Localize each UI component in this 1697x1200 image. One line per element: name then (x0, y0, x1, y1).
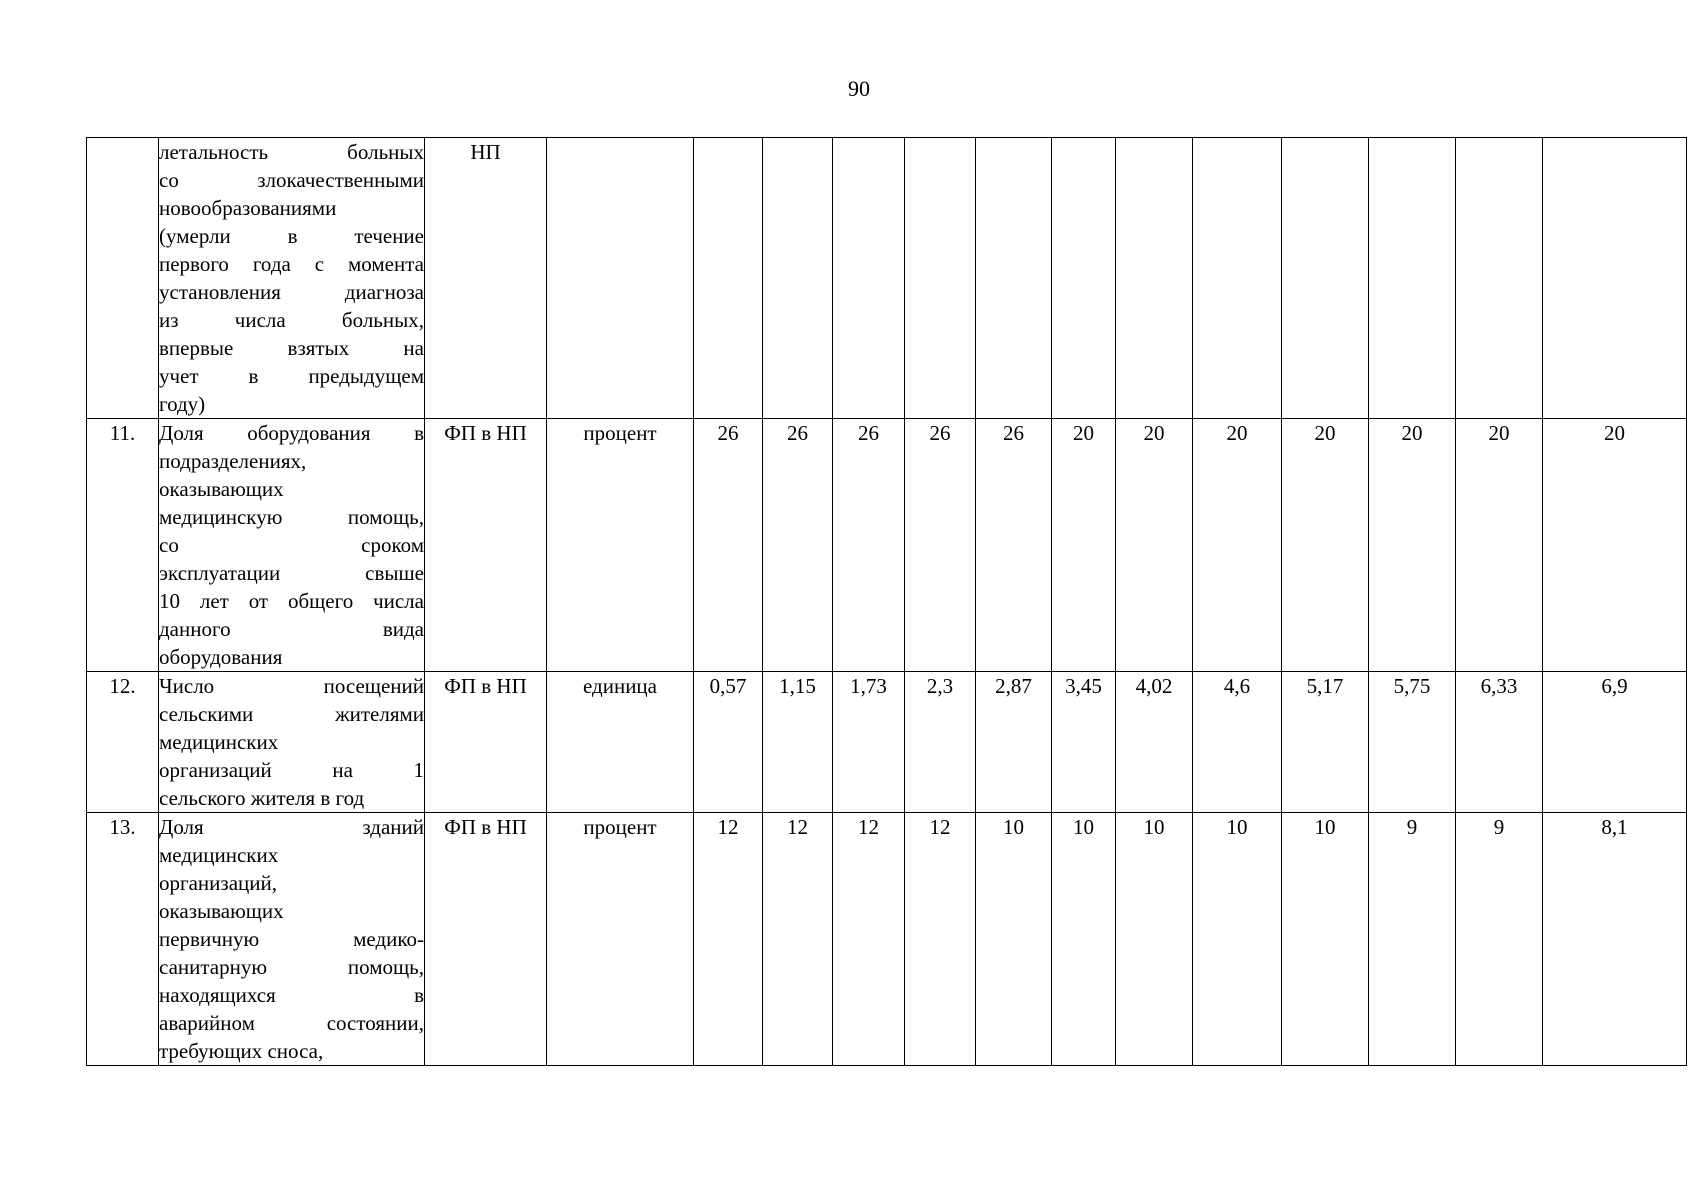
page-number: 90 (848, 76, 870, 101)
indicator-name-line: учет в предыдущем (159, 364, 424, 388)
table-row (87, 813, 1687, 1066)
unit-of-measure (547, 138, 694, 419)
value-cell (1193, 138, 1282, 419)
indicator-name-line: 10 лет от общего числа (159, 589, 424, 613)
value-cell: 1,15 (763, 672, 833, 813)
value-cell: 12 (763, 813, 833, 1066)
indicators-table (86, 137, 1687, 1066)
value-cell: 12 (905, 813, 976, 1066)
value-cell (763, 138, 833, 419)
indicator-name-line: Число посещений (159, 674, 424, 698)
indicator-name-line: году) (159, 392, 206, 416)
row-number: 11. (87, 419, 159, 672)
indicator-name-line: Доля зданий (159, 815, 424, 839)
indicator-name-line: организаций, (159, 871, 277, 895)
row-number: 13. (87, 813, 159, 1066)
unit-of-measure: единица (547, 672, 694, 813)
indicator-name (159, 672, 425, 813)
indicator-name-line: эксплуатации свыше (159, 561, 424, 585)
value-cell (1116, 138, 1193, 419)
value-cell: 10 (1193, 813, 1282, 1066)
indicator-source: ФП в НП (425, 813, 547, 1066)
indicator-name (159, 419, 425, 672)
value-cell: 12 (694, 813, 763, 1066)
indicator-name-line: данного вида (159, 617, 424, 641)
indicator-name-line: со злокачественными (159, 168, 424, 192)
indicator-name-line: подразделениях, (159, 449, 307, 473)
value-cell (976, 138, 1052, 419)
value-cell: 26 (694, 419, 763, 672)
value-cell: 10 (1116, 813, 1193, 1066)
value-cell: 20 (1456, 419, 1543, 672)
value-cell (905, 138, 976, 419)
indicator-name-line: оказывающих (159, 899, 284, 923)
value-cell: 0,57 (694, 672, 763, 813)
row-number: 12. (87, 672, 159, 813)
indicator-name-line: оказывающих (159, 477, 284, 501)
value-cell: 26 (905, 419, 976, 672)
indicator-name-line: оборудования (159, 645, 283, 669)
value-cell (1456, 138, 1543, 419)
indicator-name-line: сельскими жителями (159, 702, 424, 726)
value-cell: 6,33 (1456, 672, 1543, 813)
value-cell: 26 (763, 419, 833, 672)
indicator-name-line: установления диагноза (159, 280, 424, 304)
indicator-name-line: из числа больных, (159, 308, 424, 332)
value-cell: 4,02 (1116, 672, 1193, 813)
indicator-name-line: сельского жителя в год (159, 786, 365, 810)
indicator-source: ФП в НП (425, 672, 547, 813)
indicator-name-line: медицинских (159, 843, 279, 867)
table-row (87, 419, 1687, 672)
indicator-name-line: (умерли в течение (159, 224, 424, 248)
value-cell: 2,3 (905, 672, 976, 813)
value-cell: 20 (1193, 419, 1282, 672)
value-cell: 20 (1543, 419, 1687, 672)
indicator-name (159, 138, 425, 419)
value-cell (694, 138, 763, 419)
value-cell: 9 (1369, 813, 1456, 1066)
indicator-name (159, 813, 425, 1066)
value-cell: 2,87 (976, 672, 1052, 813)
indicator-name-line: организаций на 1 (159, 758, 424, 782)
value-cell: 1,73 (833, 672, 905, 813)
table-row (87, 672, 1687, 813)
indicator-name-line: первичную медико- (159, 927, 424, 951)
indicator-name-line: впервые взятых на (159, 336, 424, 360)
indicator-name-line: медицинских (159, 730, 279, 754)
value-cell: 20 (1369, 419, 1456, 672)
indicator-name-line: находящихся в (159, 983, 424, 1007)
unit-of-measure: процент (547, 419, 694, 672)
value-cell: 6,9 (1543, 672, 1687, 813)
value-cell: 3,45 (1052, 672, 1116, 813)
row-number (87, 138, 159, 419)
value-cell: 26 (833, 419, 905, 672)
value-cell: 12 (833, 813, 905, 1066)
indicator-name-line: санитарную помощь, (159, 955, 424, 979)
indicator-source: НП (425, 138, 547, 419)
indicator-name-line: Доля оборудования в (159, 421, 424, 445)
value-cell (1369, 138, 1456, 419)
value-cell: 26 (976, 419, 1052, 672)
indicator-name-line: со сроком (159, 533, 424, 557)
indicator-name-line: новообразованиями (159, 196, 337, 220)
value-cell: 10 (1282, 813, 1369, 1066)
value-cell: 4,6 (1193, 672, 1282, 813)
value-cell (1543, 138, 1687, 419)
indicator-name-line: летальность больных (159, 140, 424, 164)
value-cell (1282, 138, 1369, 419)
value-cell: 20 (1052, 419, 1116, 672)
indicator-name-line: медицинскую помощь, (159, 505, 424, 529)
value-cell: 10 (976, 813, 1052, 1066)
indicator-name-line: требующих сноса, (159, 1039, 324, 1063)
value-cell (1052, 138, 1116, 419)
value-cell: 20 (1116, 419, 1193, 672)
indicator-source: ФП в НП (425, 419, 547, 672)
value-cell: 8,1 (1543, 813, 1687, 1066)
indicator-name-line: аварийном состоянии, (159, 1011, 424, 1035)
value-cell: 9 (1456, 813, 1543, 1066)
value-cell: 5,75 (1369, 672, 1456, 813)
value-cell: 5,17 (1282, 672, 1369, 813)
value-cell: 10 (1052, 813, 1116, 1066)
table-row (87, 138, 1687, 419)
indicator-name-line: первого года с момента (159, 252, 424, 276)
unit-of-measure: процент (547, 813, 694, 1066)
value-cell (833, 138, 905, 419)
value-cell: 20 (1282, 419, 1369, 672)
